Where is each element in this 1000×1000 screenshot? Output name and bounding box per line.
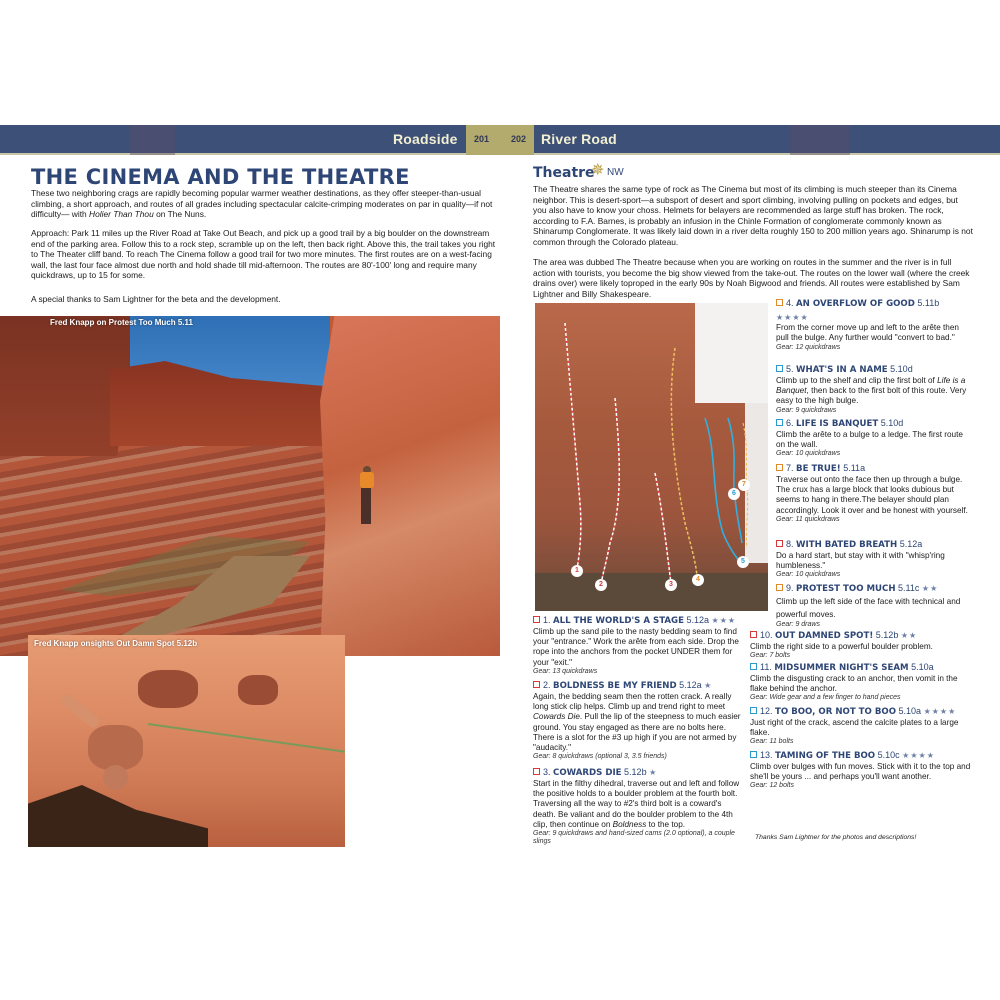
topo-marker-1: 1 xyxy=(571,565,583,577)
thanks-paragraph: A special thanks to Sam Lightner for the beta and the development. xyxy=(31,294,281,304)
route-gear: Gear: 9 quickdraws and hand-sized cams (2.0 optional), a couple slings xyxy=(533,830,735,846)
route-description: Again, the bedding seam then the rotten crack. A really long stick clip helps. Climb up and trend right to meet Cowards Die. Pull the lip of the steepness to much easier ground. You stay engaged as there are no bolts here. There is a slot for the #3 up high if you are not armed by "audacity." xyxy=(533,692,741,753)
topo-marker-5: 5 xyxy=(737,556,749,568)
photo-credits: Thanks Sam Lightner for the photos and descriptions! xyxy=(755,834,917,841)
climber-figure-roof xyxy=(58,705,168,795)
checkbox-icon[interactable] xyxy=(750,707,757,714)
checkbox-icon[interactable] xyxy=(750,631,757,638)
checkbox-icon[interactable] xyxy=(533,616,540,623)
stars-icon: ★★★★ xyxy=(923,707,957,716)
route-description: Climb up the sand pile to the nasty bedding seam to find your "entrance." Work the arête from each side. Drop the rope into the anchors from the pocket UNDER them for your "exit." xyxy=(533,627,739,667)
section-label-left: Roadside xyxy=(393,131,458,147)
stars-icon: ★ xyxy=(704,681,713,690)
checkbox-icon[interactable] xyxy=(750,751,757,758)
route-description: Climb the disgusting crack to an anchor, then vomit in the flake behind the anchor. xyxy=(750,674,958,694)
rock-silhouette-right xyxy=(790,125,850,155)
route-description: Do a hard start, but stay with it with "whisp'ring humbleness." xyxy=(776,551,945,571)
section-label-right: River Road xyxy=(541,131,617,147)
route-gear: Gear: 13 quickdraws xyxy=(533,667,598,675)
checkbox-icon[interactable] xyxy=(776,299,783,306)
photo1-caption: Fred Knapp on Protest Too Much 5.11 xyxy=(50,318,193,327)
route-gear: Gear: 7 bolts xyxy=(750,652,791,660)
route-gear: Gear: 12 bolts xyxy=(750,782,794,790)
page-number-right: 202 xyxy=(511,134,527,144)
approach-paragraph: Approach: Park 11 miles up the River Road at Take Out Beach, and pick up a good trail by a big boulder on the downstream end of the parking area. Follow this to a rock step, scramble up on the left, then back right. Above this, the trail takes you right to The Theater cliff band. To reach The Cinema follow a good trail for two more minutes. The first routes are on a west-facing wall, the last four face almost due north and hold shade till mid-afternoon. The routes are 80'-100' long and require many quickdraws, up to 15 for some. xyxy=(31,228,496,281)
checkbox-icon[interactable] xyxy=(776,419,783,426)
route-12: 12. TO BOO, OR NOT TO BOO 5.10a ★★★★ Just right of the crack, ascend the calcite plates to a large flake. Gear: 11 bolts xyxy=(750,706,971,747)
stars-icon: ★★★ xyxy=(711,616,737,625)
route-lines xyxy=(535,303,768,611)
photo-roof-climber xyxy=(28,635,345,847)
route-description: Traverse out onto the face then up through a bulge. The crux has a large block that looks dubious but seems to hang in there.The belayer should plan accordingly. Look it over and be honest with yourself. xyxy=(776,475,968,515)
route-description: Climb the right side to a powerful boulder problem. xyxy=(750,642,933,651)
route-description: From the corner move up and left to the arête then pull the bulge. Any further would "convert to bad." xyxy=(776,323,959,343)
orientation-label: NW xyxy=(607,167,624,178)
route-3: 3. COWARDS DIE 5.12b ★ Start in the filthy dihedral, traverse out and left and follow the positive holds to a boulder problem at the fourth bolt. Traversing all the way to #2's third bolt is a coward's death. Be valiant and do the boulder problem to the 4th clip, then continue on Boldness to the top. Gear: 9 quickdraws and hand-sized cams (2.0 optional), a couple slings xyxy=(533,767,745,847)
photo-canyon-climber xyxy=(0,316,500,656)
stars-icon: ★★★★ xyxy=(902,751,935,760)
route-7: 7. BE TRUE! 5.11a Traverse out onto the face then up through a bulge. The crux has a large block that looks dubious but seems to hang in there.The belayer should plan accordingly. Look it over and be honest with yourself. Gear: 11 quickdraws xyxy=(776,463,971,524)
route-13: 13. TAMING OF THE BOO 5.10c ★★★★ Climb over bulges with fun moves. Stick with it to the top and she'll be yours ... and perhaps you'll want another. Gear: 12 bolts xyxy=(750,750,971,790)
route-gear: Gear: Wide gear and a few finger to hand pieces xyxy=(750,694,901,702)
route-gear: Gear: 12 quickdraws xyxy=(776,343,841,351)
route-9: 9. PROTEST TOO MUCH 5.11c ★★ Climb up the left side of the face with technical and powerful moves. Gear: 9 draws xyxy=(776,583,971,629)
checkbox-icon[interactable] xyxy=(533,768,540,775)
climber-figure xyxy=(356,466,382,526)
intro-paragraph: These two neighboring crags are rapidly becoming popular warmer weather destinations, as they offer steeper-than-usual climbing, a short approach, and routes of all grades including spectacular calcite-crimping moderates on par in quality—if not difficulty— with Holier Than Thou on The Nuns. xyxy=(31,188,493,220)
theatre-description: The Theatre shares the same type of rock as The Cinema but most of its climbing is much steeper than its Cinema neighbor. This is desert-sport—a subsport of desert and sport climbing, involving pulling on pockets and edges, but you also have to know your choss. Helmets for belayers are recommended as large stuff has broken. The rock, according to F.A. Barnes, is probably an infusion in the Chinle Formation of conglomerate commonly known as Shinarump Conglomerate. It was likely laid down in a river delta roughly 150 to 200 million years ago. Shinarump is not common through the Colorado plateau. xyxy=(533,184,973,247)
route-11: 11. MIDSUMMER NIGHT'S SEAM 5.10a Climb the disgusting crack to an anchor, then vomit in the flake behind the anchor. Gear: Wide gear and a few finger to hand pieces xyxy=(750,662,971,703)
route-description: Climb the arête to a bulge to a ledge. The first route on the wall. xyxy=(776,430,963,450)
topo-marker-2: 2 xyxy=(595,579,607,591)
photo2-caption: Fred Knapp onsights Out Damn Spot 5.12b xyxy=(34,639,198,648)
page-number-left: 201 xyxy=(474,134,490,144)
stars-icon: ★★ xyxy=(921,584,939,593)
rock-silhouette-left xyxy=(130,125,175,155)
checkbox-icon[interactable] xyxy=(776,540,783,547)
page-title: THE CINEMA AND THE THEATRE xyxy=(31,165,410,189)
checkbox-icon[interactable] xyxy=(776,584,783,591)
route-description: Just right of the crack, ascend the calcite plates to a large flake. xyxy=(750,718,959,738)
theatre-history: The area was dubbed The Theatre because when you are working on routes in the summer and the river is in full action with tourists, you become the big show viewed from the take-out. The routes on the lower wall (where the creek drains over) were likely toproped in the early 90s by Noah Bigwood and friends. All routes were established by Sam Lightner and Billy Shakespeare. xyxy=(533,257,970,299)
compass-icon: ✵ xyxy=(591,162,605,179)
topo-photo xyxy=(535,303,768,611)
route-gear: Gear: 8 quickdraws (optional 3, 3.5 friends) xyxy=(533,753,667,761)
checkbox-icon[interactable] xyxy=(776,464,783,471)
route-description: Climb up the left side of the face with technical and powerful moves. xyxy=(776,597,961,619)
checkbox-icon[interactable] xyxy=(750,663,757,670)
route-gear: Gear: 10 quickdraws xyxy=(776,450,841,458)
route-1: 1. ALL THE WORLD'S A STAGE 5.12a ★★★ Climb up the sand pile to the nasty bedding seam to find your "entrance." Work the arête from each side. Drop the rope into the anchors from the pocket UNDER them for your "exit." Gear: 13 quickdraws xyxy=(533,615,745,676)
stars-icon: ★ xyxy=(649,768,658,777)
route-gear: Gear: 9 quickdraws xyxy=(776,406,837,414)
checkbox-icon[interactable] xyxy=(533,681,540,688)
checkbox-icon[interactable] xyxy=(776,365,783,372)
stars-icon: ★★★★ xyxy=(776,313,809,322)
route-gear: Gear: 11 quickdraws xyxy=(776,515,840,523)
topo-marker-7: 7 xyxy=(738,479,750,491)
route-10: 10. OUT DAMNED SPOT! 5.12b ★★ Climb the right side to a powerful boulder problem. Gear: 7 bolts xyxy=(750,630,971,661)
crag-title: Theatre xyxy=(533,165,595,181)
stars-icon: ★★ xyxy=(900,631,918,640)
route-gear: Gear: 10 quickdraws xyxy=(776,571,841,579)
page-header-band xyxy=(0,125,1000,155)
route-2: 2. BOLDNESS BE MY FRIEND 5.12a ★ Again, the bedding seam then the rotten crack. A really long stick clip helps. Climb up and trend right to meet Cowards Die. Pull the lip of the steepness to much easier ground. You stay engaged as there are no bolts here. There is a slot for the #3 up high if you are not armed by "audacity." Gear: 8 quickdraws (optional 3, 3.5 friends) xyxy=(533,680,745,762)
route-description: Climb up to the shelf and clip the first bolt of Life is a Banquet, then back to the first bolt of this route. Very easy to the high bulge. xyxy=(776,376,967,406)
route-description: Climb over bulges with fun moves. Stick with it to the top and she'll be yours ... and perhaps you'll want another. xyxy=(750,762,971,782)
topo-marker-4: 4 xyxy=(692,574,704,586)
route-8: 8. WITH BATED BREATH 5.12a Do a hard start, but stay with it with "whisp'ring humbleness." Gear: 10 quickdraws xyxy=(776,539,971,580)
route-6: 6. LIFE IS BANQUET 5.10d Climb the arête to a bulge to a ledge. The first route on the wall. Gear: 10 quickdraws xyxy=(776,418,971,459)
route-gear: Gear: 9 draws xyxy=(776,621,820,628)
topo-marker-3: 3 xyxy=(665,579,677,591)
route-5: 5. WHAT'S IN A NAME 5.10d Climb up to the shelf and clip the first bolt of Life is a Banquet, then back to the first bolt of this route. Very easy to the high bulge. Gear: 9 quickdraws xyxy=(776,364,971,415)
route-description: Start in the filthy dihedral, traverse out and left and follow the positive holds to a boulder problem at the fourth bolt. Traversing all the way to #2's third bolt is a coward's death. Be valiant and do the boulder problem to the 4th clip, then continue on Boldness to the top. xyxy=(533,779,740,829)
route-4: 4. AN OVERFLOW OF GOOD 5.11b ★★★★ From the corner move up and left to the arête then pull the bulge. Any further would "convert to bad." Gear: 12 quickdraws xyxy=(776,298,971,352)
route-gear: Gear: 11 bolts xyxy=(750,738,794,746)
topo-marker-6: 6 xyxy=(728,488,740,500)
